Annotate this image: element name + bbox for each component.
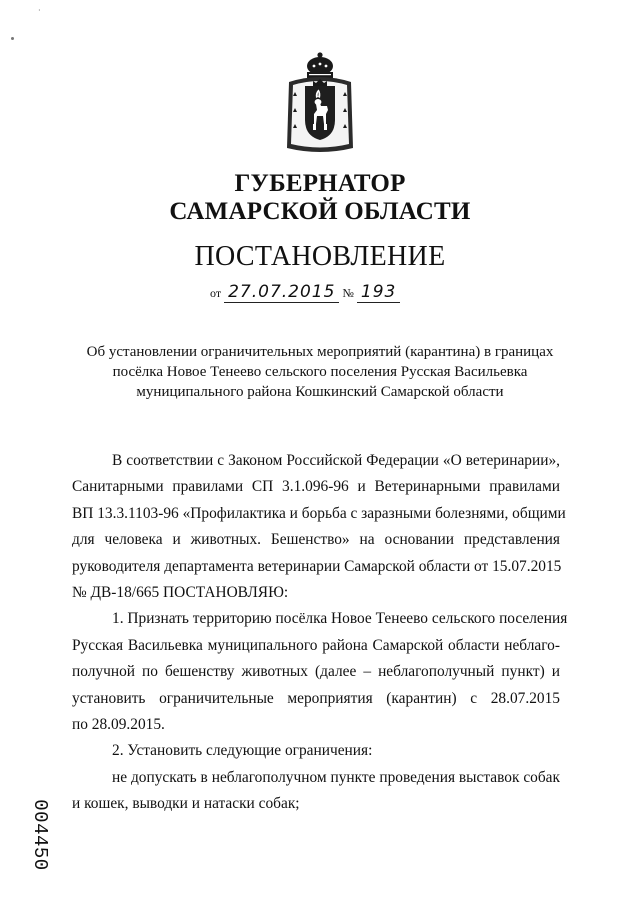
number-prefix: № xyxy=(342,286,354,300)
body-line: получной по бешенству животных (далее – неблагополучный пункт) и xyxy=(72,663,560,681)
samara-coat-of-arms-icon xyxy=(283,52,357,156)
body-line: Русская Васильевка муниципального района Самарской области неблаго- xyxy=(72,636,560,654)
date-prefix: от xyxy=(210,286,222,300)
date-value: 27.07.2015 xyxy=(224,282,339,303)
organization-name-line1: ГУБЕРНАТОР xyxy=(234,170,406,197)
corner-dot xyxy=(11,37,14,40)
document-subject xyxy=(60,342,580,402)
body-line: ВП 13.3.1103-96 «Профилактика и борьба с заразными болезнями, общими xyxy=(72,504,566,522)
subject-line: посёлка Новое Тенеево сельского поселения Русская Васильевка xyxy=(112,364,528,380)
corner-mark: · xyxy=(38,6,41,15)
body-line: В соответствии с Законом Российской Федерации «О ветеринарии», xyxy=(112,452,560,469)
stamp-number-text: 004450 xyxy=(29,799,51,871)
body-line: Санитарными правилами СП 3.1.096-96 и Ветеринарными правилами xyxy=(72,478,560,496)
body-line: для человека и животных. Бешенство» на основании представления xyxy=(72,531,560,549)
body-line: 2. Установить следующие ограничения: xyxy=(112,742,373,760)
document-body xyxy=(72,448,568,817)
body-line: установить ограничительные мероприятия (карантин) с 28.07.2015 xyxy=(72,689,560,707)
body-line: по 28.09.2015. xyxy=(72,715,165,733)
body-line: и кошек, выводки и натаски собак; xyxy=(72,795,300,813)
date-number-line xyxy=(210,282,400,302)
subject-line: Об установлении ограничительных мероприятий (карантина) в границах xyxy=(86,344,554,360)
organization-name-line2: САМАРСКОЙ ОБЛАСТИ xyxy=(169,198,471,225)
number-value: 193 xyxy=(357,282,400,303)
body-line: руководителя департамента ветеринарии Самарской области от 15.07.2015 xyxy=(72,557,562,575)
subject-line: муниципального района Кошкинский Самарской области xyxy=(136,384,504,400)
archive-stamp-number xyxy=(30,796,52,876)
body-line: 1. Признать территорию посёлка Новое Тенеево сельского поселения xyxy=(112,610,568,628)
document-type-title: ПОСТАНОВЛЕНИЕ xyxy=(194,241,446,272)
body-line: № ДВ-18/665 ПОСТАНОВЛЯЮ: xyxy=(72,583,289,601)
body-line: не допускать в неблагополучном пункте проведения выставок собак xyxy=(112,768,560,786)
